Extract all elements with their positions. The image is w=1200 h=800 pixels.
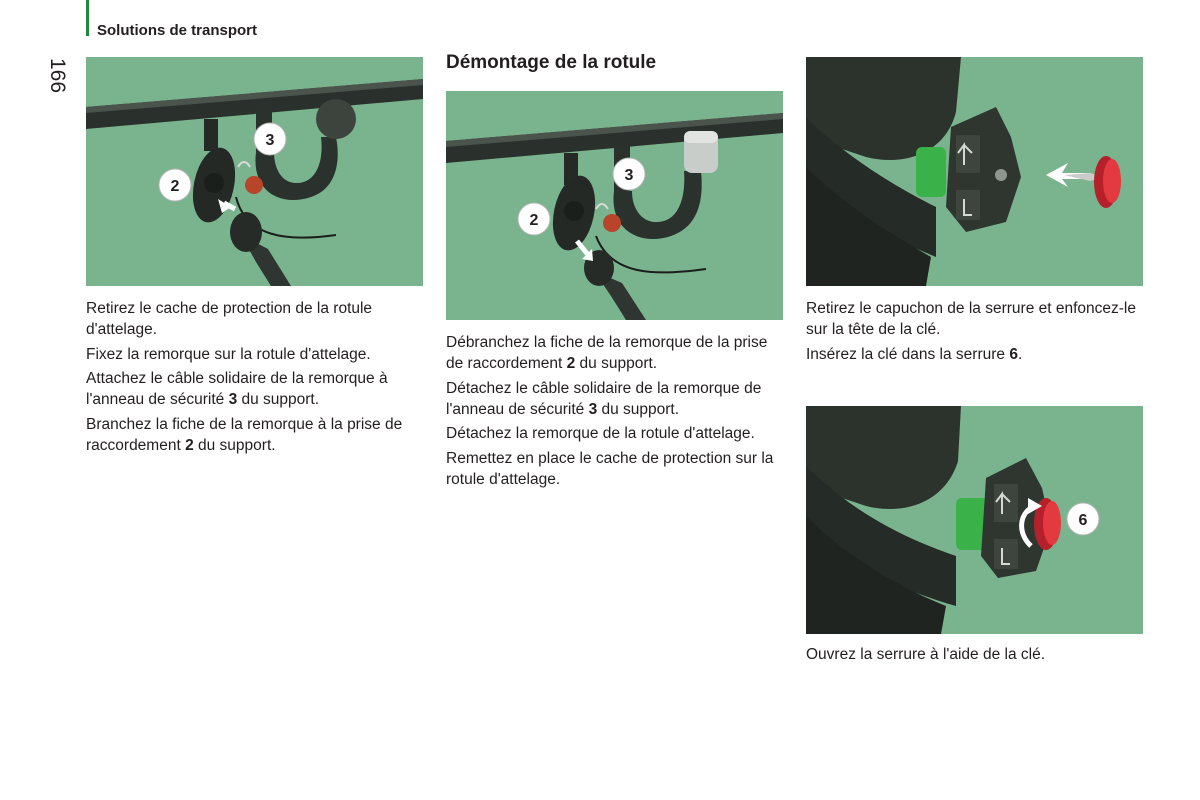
instruction-paragraph [86,344,428,365]
figure-hitch-connect [86,57,423,286]
left-column-text [86,298,428,459]
callout-2: 2 [170,178,180,195]
reference-number: 3 [588,400,598,418]
section-title: Solutions de transport [97,22,258,39]
paragraph-text: Insérez la clé dans la serrure [806,345,1010,363]
callout-3: 3 [624,167,634,184]
figure-lock-key [806,406,1143,634]
paragraph-text: Détachez le câble solidaire de la remorque de l'anneau de sécurité [446,379,762,418]
reference-number: 2 [566,355,576,372]
callout-3: 3 [265,132,275,149]
paragraph-text: Retirez le cache de protection de la rotule d'attelage. [86,300,373,338]
paragraph-text: . [1017,345,1023,363]
right-column-top-text [806,298,1148,368]
figure-lock-cap [806,57,1143,286]
paragraph-text: du support. [597,400,680,418]
paragraph-text: du support. [575,355,658,372]
instruction-paragraph [86,368,428,410]
paragraph-text: Branchez la fiche de la remorque à la prise de raccordement [86,415,403,454]
paragraph-text: Attachez le câble solidaire de la remorque à l'anneau de sécurité [86,370,388,408]
paragraph-text: du support. [237,391,320,408]
paragraph-text: Fixez la remorque sur la rotule d'attelage. [86,345,371,363]
header-accent-bar [86,0,89,36]
instruction-paragraph [86,414,428,456]
instruction-paragraph [446,423,788,444]
right-column-bottom-text [806,644,1148,669]
middle-column-text [446,332,788,493]
callout-6: 6 [1078,512,1088,529]
paragraph-text: Détachez la remorque de la rotule d'attelage. [446,425,755,442]
instruction-paragraph [446,332,788,374]
paragraph-text: Remettez en place le cache de protection sur la rotule d'attelage. [446,449,774,488]
instruction-paragraph [806,344,1148,365]
instruction-paragraph [806,298,1148,340]
instruction-paragraph [806,644,1148,665]
instruction-paragraph [86,298,428,340]
callout-2: 2 [529,212,539,229]
reference-number: 3 [228,391,238,408]
heading-demontage: Démontage de la rotule [446,52,657,73]
paragraph-text: Débranchez la fiche de la remorque de la prise de raccordement [446,334,768,372]
paragraph-text: Ouvrez la serrure à l'aide de la clé. [806,646,1046,663]
instruction-paragraph [446,378,788,420]
page-number: 166 [46,58,69,94]
reference-number: 2 [185,436,194,454]
paragraph-text: Retirez le capuchon de la serrure et enfoncez-le sur la tête de la clé. [806,300,1136,338]
figure-hitch-disconnect [446,91,783,320]
paragraph-text: du support. [193,436,276,454]
instruction-paragraph [446,448,788,490]
reference-number: 6 [1009,345,1018,363]
